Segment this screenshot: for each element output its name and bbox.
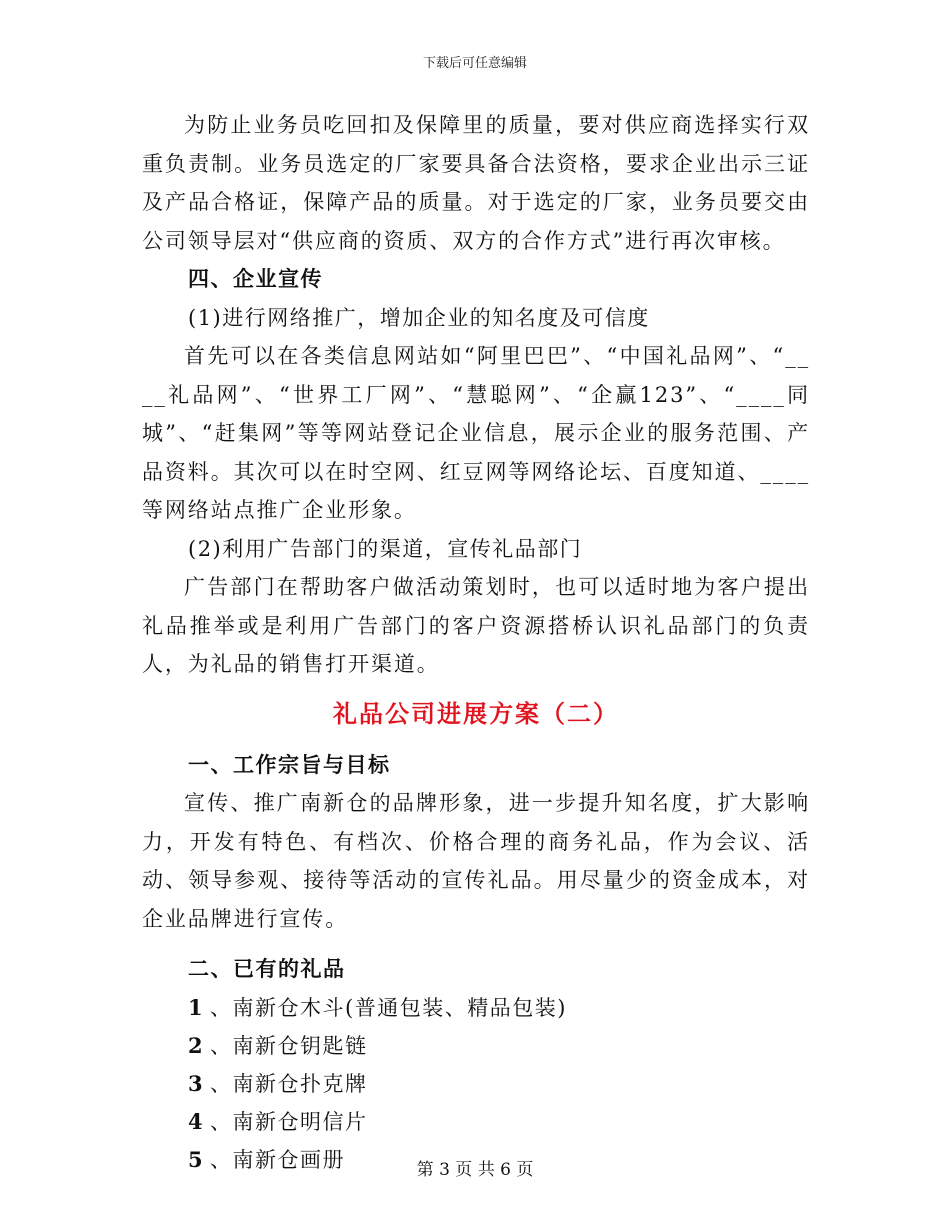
subheading-online-promotion: (1)进行网络推广，增加企业的知名度及可信度	[188, 305, 650, 330]
paragraph-online-promotion: 首先可以在各类信息网站如“阿里巴巴”、“中国礼品网”、“____礼品网”、“世界工厂网”、“慧聪网”、“企赢123”、“____同城”、“赶集网”等等网站登记企业信息，展示企业的服务范围、产品资料。其次可以在时空网、红豆网等网络论坛、百度知道、____等网络站点推广企业形象。	[142, 344, 810, 522]
document-body	[142, 106, 810, 1179]
page-footer: 第 3 页 共 6 页	[416, 1160, 534, 1180]
list-item: 4 、南新仓明信片	[188, 1108, 368, 1134]
paragraph-ad-channel: 广告部门在帮助客户做活动策划时，也可以适时地为客户提出礼品推举或是利用广告部门的客户资源搭桥认识礼品部门的负责人，为礼品的销售打开渠道。	[142, 575, 810, 676]
list-item: 5 、南新仓画册	[188, 1146, 345, 1172]
gift-list	[142, 989, 810, 1179]
subheading-ad-channel: (2)利用广告部门的渠道，宣传礼品部门	[188, 536, 583, 561]
paragraph-work-goals: 宣传、推广南新仓的品牌形象，进一步提升知名度，扩大影响力，开发有特色、有档次、价格合理的商务礼品，作为会议、活动、领导参观、接待等活动的宣传礼品。用尽量少的资金成本，对企业品牌进行宣传。	[142, 791, 810, 931]
header-note: 下载后可任意编辑	[422, 56, 527, 71]
section-title: 礼品公司进展方案（二）	[333, 698, 619, 728]
paragraph-supplier-responsibility: 为防止业务员吃回扣及保障里的质量，要对供应商选择实行双重负责制。业务员选定的厂家要具备合法资格，要求企业出示三证及产品合格证，保障产品的质量。对于选定的厂家，业务员要交由公司领导层对“供应商的资质、双方的合作方式”进行再次审核。	[142, 113, 810, 253]
heading-enterprise-promotion: 四、企业宣传	[188, 266, 323, 291]
list-item: 3 、南新仓扑克牌	[188, 1070, 368, 1096]
heading-existing-gifts: 二、已有的礼品	[188, 956, 346, 981]
list-item: 1 、南新仓木斗(普通包装、精品包装)	[188, 994, 567, 1020]
heading-work-goals: 一、工作宗旨与目标	[188, 751, 391, 777]
list-item: 2 、南新仓钥匙链	[188, 1032, 368, 1058]
